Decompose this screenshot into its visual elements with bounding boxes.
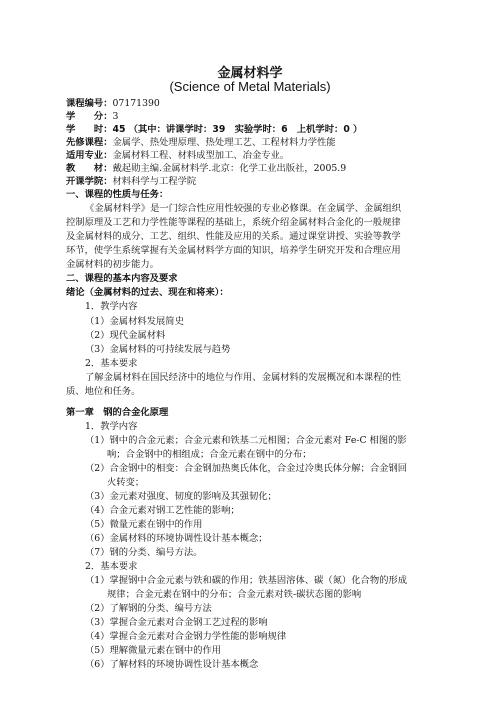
list-item: （3）掌握合金元素对合金钢工艺过程的影响: [85, 617, 268, 628]
introduction-heading: 绪论（金属材料的过去、现在和将来）：: [66, 287, 229, 298]
list-item: （1）掌握钢中合金元素与铁和碳的作用；铁基固溶体、碳（氮）化合物的形成: [85, 575, 408, 586]
list-item: （7）钢的分类、编号方法。: [85, 547, 203, 558]
course-title: 金属材料学: [217, 66, 283, 81]
credits-row: [66, 110, 118, 124]
prerequisites-value: 金属学、热处理原理、热处理工艺、工程材料力学性能: [112, 137, 336, 148]
basic-requirements-label: 2．基本要求: [85, 561, 138, 572]
list-item: （1）金属材料发展简史: [85, 316, 184, 327]
course-code-row: [66, 97, 160, 111]
textbook-label: 教 材：: [66, 163, 113, 174]
list-item: （2）合金钢中的相变：合金钢加热奥氏体化，合金过冷奥氏体分解；合金钢回: [85, 463, 408, 474]
course-title-english: (Science of Metal Materials): [169, 79, 331, 94]
paragraph-line: 金属材料的初步能力。: [66, 259, 159, 270]
hours-row: [66, 123, 362, 137]
textbook-value: 戴起勋主编.金属材料学.北京：化学工业出版社，2005.9: [112, 163, 347, 174]
college-row: [66, 175, 196, 189]
list-item: （2）了解钢的分类、编号方法: [85, 603, 212, 614]
chapter-1-heading: 第一章 钢的合金化原理: [66, 407, 169, 418]
list-item: （2）现代金属材料: [85, 330, 166, 341]
list-item-continuation: 规律；合金元素在钢中的分布；合金元素对铁-碳状态图的影响: [107, 589, 362, 600]
teaching-content-label: 1．教学内容: [85, 301, 138, 312]
list-item: （1）钢中的合金元素；合金元素和铁基二元相图；合金元素对 Fe-C 相图的影: [85, 435, 407, 446]
major-value: 金属材料工程、材料成型加工、冶金专业。: [112, 150, 290, 161]
college-label: 开课学院：: [66, 176, 113, 187]
list-item: （3）金属材料的可持续发展与趋势: [85, 344, 231, 355]
textbook-row: [66, 162, 346, 176]
section-1-heading: 一、课程的性质与任务：: [66, 189, 169, 200]
list-item: （3）金元素对强度、韧度的影响及其强韧化；: [85, 491, 277, 502]
hours-value: 45 （其中：讲课学时：39 实验学时：6 上机学时：0 ）: [112, 124, 363, 135]
paragraph-line: 环节，使学生系统掌握有关金属材料学方面的知识，培养学生研究开发和合理应用: [66, 245, 401, 256]
major-row: [66, 149, 289, 163]
list-item: （6）了解材料的环境协调性设计基本概念: [85, 659, 259, 670]
list-item-continuation: 火转变；: [107, 477, 145, 488]
paragraph-line: 及金属材料的成分、工艺、组织、性能及应用的关系。通过课堂讲授、实验等教学: [66, 231, 401, 242]
paragraph-line: 控制原理及工艺和力学性能等课程的基础上，系统介绍金属材料合金化的一般规律: [66, 217, 401, 228]
course-code-value: 07171390: [112, 98, 160, 109]
list-item: （4）掌握合金元素对合金钢力学性能的影响规律: [85, 631, 287, 642]
credits-label: 学 分：: [66, 111, 113, 122]
major-label: 适用专业：: [66, 150, 113, 161]
paragraph-line: 了解金属材料在国民经济中的地位与作用、金属材料的发展概况和本课程的性: [85, 372, 402, 383]
list-item: （6）金属材料的环境协调性设计基本概念；: [85, 533, 268, 544]
section-2-heading: 二、课程的基本内容及要求: [66, 273, 178, 284]
college-value: 材料科学与工程学院: [112, 176, 197, 187]
teaching-content-label: 1．教学内容: [85, 421, 138, 432]
list-item-continuation: 响；合金钢中的相组成；合金元素在钢中的分布；: [107, 449, 312, 460]
basic-requirements-label: 2．基本要求: [85, 358, 138, 369]
list-item: （5）微量元素在钢中的作用: [85, 519, 203, 530]
paragraph-line: 《金属材料学》是一门综合性应用性较强的专业必修课。在金属学、金属组织: [85, 203, 402, 214]
credits-value: 3: [112, 111, 119, 122]
paragraph-line: 质、地位和任务。: [66, 386, 141, 397]
prerequisites-row: [66, 136, 336, 150]
hours-label: 学 时：: [66, 124, 113, 135]
list-item: （4）合金元素对钢工艺性能的影响；: [85, 505, 240, 516]
course-code-label: 课程编号：: [66, 98, 113, 109]
list-item: （5）理解微量元素在钢中的作用: [85, 645, 222, 656]
prerequisites-label: 先修课程：: [66, 137, 113, 148]
